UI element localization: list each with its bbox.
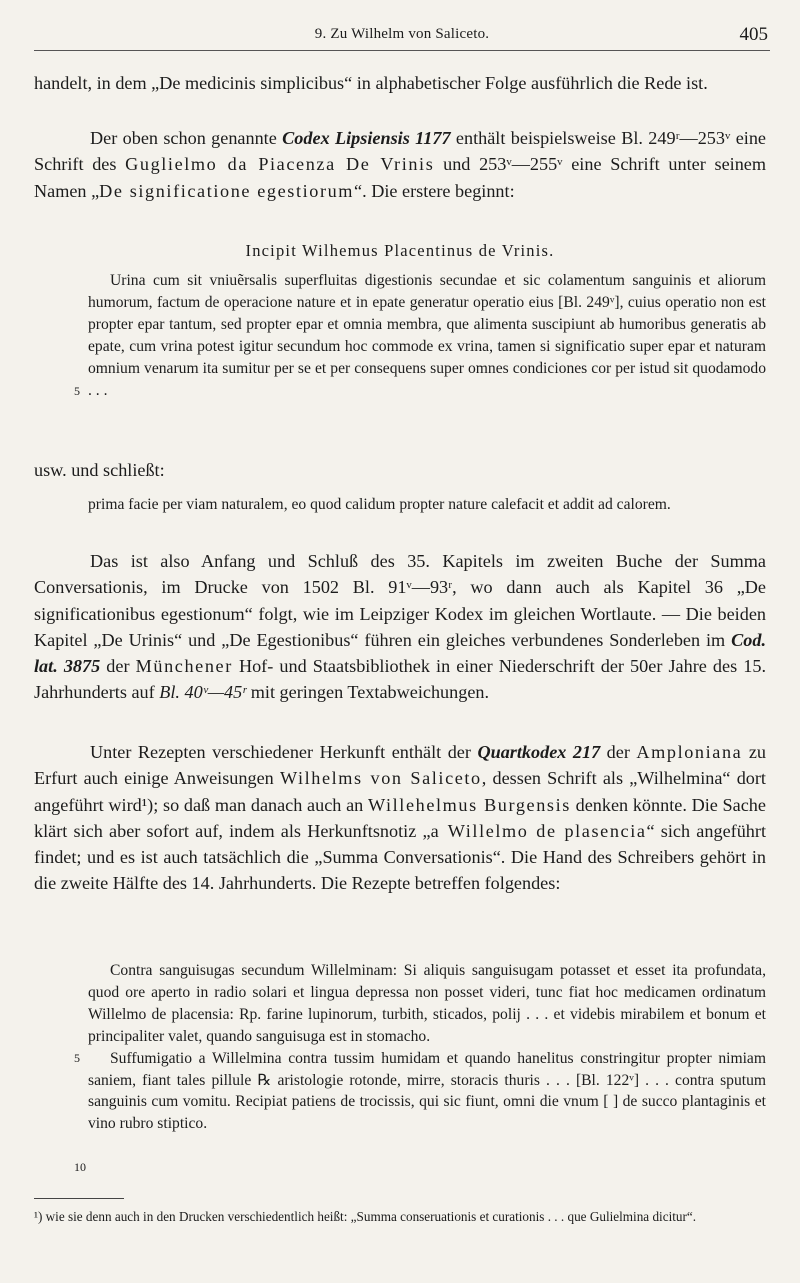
spaced-name: Münchener	[135, 656, 233, 677]
quote-text: Suffumigatio a Willelmina contra tussim humidam et quando hanelitus constringitur propter nimiam saniem, fiant tales pillule ℞ aristologie rotonde, mirre, storacis thuris . . . [Bl. 122ᵛ] . . . contra sputum sanguinis cum vomitu. Recipiat patiens de trocissis, qui sic fiunt, omni die vnum [ ] de succo plantaginis et vino rubro stiptico.	[88, 1049, 766, 1133]
quote-text: prima facie per viam naturalem, eo quod calidum propter nature calefacit et addit ad calorem.	[88, 496, 671, 513]
spaced-name: a Willelmo de plasencia	[430, 820, 647, 841]
text-run: Hof- und Staatsbibliothek in einer Niederschrift der 50er Jahre des 15. Jahrhunderts auf	[34, 656, 766, 703]
page-number: 405	[739, 24, 768, 45]
text-run: Unter Rezepten verschiedener Herkunft enthält der	[90, 742, 478, 762]
paragraph-text	[34, 125, 766, 204]
text-run: mit geringen Textabweichungen.	[246, 682, 490, 703]
spaced-name: Amploniana	[636, 742, 743, 762]
line-number: 10	[74, 1160, 86, 1174]
spaced-title: De significatione egestiorum	[99, 180, 355, 201]
paragraph-text	[34, 548, 766, 706]
running-title: 9. Zu Wilhelm von Saliceto.	[314, 26, 490, 42]
quote-text: Contra sanguisugas secundum Willelminam: Si aliquis sanguisugam potasset et esset ita profundata, quod ore aperto in radio solari et lingua depressa non posset videri, tunc fiat hoc medicamen ordinatum Willelmo de placensia: Rp. farine lupinorum, turbith, sticados, polij . . . et videbis mirabilem et bonum et principaliter valet, quando sanguisuga est in stomacho.	[88, 962, 766, 1045]
paragraph-text	[34, 739, 766, 897]
spaced-name: Guglielmo da Piacenza De Vrinis	[125, 154, 435, 175]
latin-quote-incipit	[34, 240, 766, 262]
footnote-rule	[34, 1198, 124, 1199]
incipit-heading: Incipit Wilhemus Placentinus de Vrinis.	[245, 241, 555, 260]
footnote-text: ¹) wie sie denn auch in den Drucken verschiedentlich heißt: „Summa conseruationis et curationis . . . que Gulielmina dicitur“.	[34, 1209, 697, 1224]
paragraph-continuation	[34, 70, 766, 96]
paragraph-summa-conversationis	[34, 548, 766, 706]
text-run: der	[600, 742, 637, 762]
paragraph-text: handelt, in dem „De medicinis simplicibus“ in alphabetischer Folge ausführlich die Rede ist.	[34, 73, 708, 93]
latin-quote-urina	[74, 270, 766, 401]
quote-block	[74, 270, 766, 401]
paragraph-codex-lipsiensis	[34, 125, 766, 204]
text-run: der	[100, 656, 136, 677]
text-run: “. Die erstere beginnt:	[354, 180, 515, 201]
quote-block	[74, 960, 766, 1174]
text-run: und 253ᵛ—255ᵛ eine Schrift unter seinem Namen „	[34, 154, 767, 201]
codex-reference: Quartkodex 217	[477, 742, 601, 762]
text-run: denken könnte. Die Sache klärt sich aber sofort auf, indem als Herkunftsnotiz „	[34, 794, 766, 841]
spaced-name: Wilhelms von Saliceto	[279, 768, 482, 789]
codex-reference: Cod. lat. 3875	[34, 629, 766, 677]
line-number: 5	[74, 384, 80, 398]
text-run: Das ist also Anfang und Schluß des 35. Kapitels im zweiten Buche der Summa Conversationis, im Drucke von 1502 Bl. 91ᵛ—93ʳ, wo dann auch als Kapitel 36 „De significationibus egestionum“ folgt, wie im Leipziger Kodex im gleichen Wortlaute. — Die beiden Kapitel „De Urinis“ und „De Egestionibus“ führen ein gleiches verbundenes Sonderleben im	[34, 551, 766, 650]
footnote	[34, 1207, 766, 1227]
codex-reference: Codex Lipsiensis 1177	[282, 128, 451, 148]
latin-quote-explicit	[88, 494, 766, 516]
spaced-name: Willehelmus Burgensis	[367, 794, 571, 815]
text-run: , dessen Schrift als „Wilhelmina“ dort angeführt wird¹); so daß man danach auch an	[34, 768, 766, 815]
quote-text: Urina cum sit vniuẽrsalis superfluitas digestionis secundae et sic colamentum sanguinis et aliorum humorum, factum de operacione nature et in epate generatur operatio eius [Bl. 249ᵛ], cuius operatio non est propter epar tantum, sed propter epar et omnia membra, que alimenta suscipiunt ab humoribus generatis ab epate, cum vrina potest igitur secundum hoc commode ex vrina, tamen si significatio super epar et naturam omnium venarum ita sumitur per se et per consequens super omnes condiciones cor per istud sit quodamodo . . .	[88, 272, 766, 399]
running-header	[34, 22, 770, 51]
folio-reference: Bl. 40ᵛ—45ʳ	[159, 682, 247, 703]
text-run: “ sich angeführt findet; und es ist auch tatsächlich die „Summa Conversationis“. Die Hand des Schreibers gehört in die zweite Hälfte des 14. Jahrhunderts. Die Rezepte betreffen folgendes:	[34, 820, 766, 894]
paragraph-quartkodex	[34, 739, 766, 897]
transition-line	[34, 457, 766, 483]
text-run: Der oben schon genannte	[90, 128, 283, 148]
text-run: enthält beispielsweise Bl. 249ʳ—253ᵛ eine Schrift des	[34, 128, 766, 175]
latin-quote-recipes	[74, 960, 766, 1174]
text-run: zu Erfurt auch einige Anweisungen	[34, 742, 766, 789]
paragraph-text: usw. und schließt:	[34, 460, 165, 480]
line-number: 5	[74, 1051, 80, 1065]
